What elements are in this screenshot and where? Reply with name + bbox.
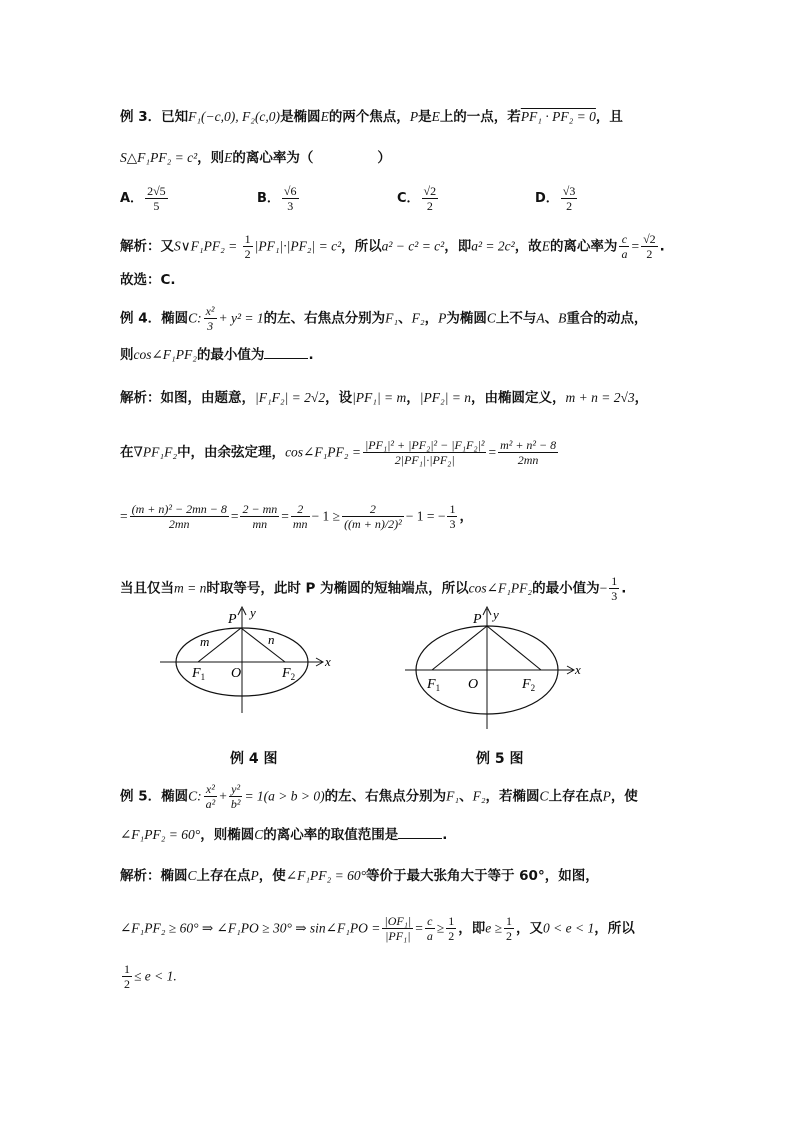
ex5-text: 的左、右焦点分别为 xyxy=(324,788,447,805)
fraction-denominator: 2 xyxy=(124,977,130,991)
fraction-numerator: 2 xyxy=(291,502,310,517)
ex5-text: ，使 xyxy=(258,868,286,884)
ex3-E: E xyxy=(541,238,550,254)
ex4-text: 上不与 xyxy=(495,310,537,327)
ex4-text: ，由椭圆定义， xyxy=(471,390,566,406)
ex5-text: 等价于最大张角大于等于 60°，如图， xyxy=(365,868,599,884)
solution-label: 解析： xyxy=(120,238,161,255)
ex5-text: 椭圆 xyxy=(161,788,189,805)
answer-blank[interactable] xyxy=(264,346,308,359)
label-O: O xyxy=(468,677,479,692)
fraction-denominator: |PF₁| xyxy=(385,929,411,943)
ex3-text: 的离心率为 xyxy=(549,238,618,255)
label-F1 xyxy=(191,666,205,682)
ex3-option-a[interactable] xyxy=(120,184,170,213)
math-expression: ≥ xyxy=(436,920,445,936)
option-fraction xyxy=(282,184,299,213)
fraction-denominator: a xyxy=(621,247,628,261)
fraction-numerator: x² xyxy=(205,304,215,318)
math-fraction xyxy=(641,232,658,261)
ex5-text: 、 xyxy=(459,788,473,805)
fraction-denominator: mn xyxy=(252,517,268,531)
ex5-text: ，使 xyxy=(610,788,638,805)
figure-ex5 xyxy=(405,605,585,731)
label-P: P xyxy=(473,612,482,627)
ex5-text: 上存在点 xyxy=(548,788,603,805)
ex3-label: 例 3． xyxy=(120,109,162,125)
fraction-numerator: √6 xyxy=(283,184,297,198)
ex3-text: 是 xyxy=(418,109,432,125)
fraction-numerator: 1 xyxy=(611,574,618,588)
fraction-numerator: 2 − mn xyxy=(242,502,278,516)
math-P: P xyxy=(602,788,611,804)
ex5-question-line1 xyxy=(120,782,638,811)
math-expression: a² = 2c² xyxy=(471,238,515,254)
ex4-solution-line2 xyxy=(120,438,560,467)
fraction-numerator: √3 xyxy=(562,184,576,198)
ex5-solution-line2 xyxy=(120,914,635,943)
option-letter: A． xyxy=(120,191,144,206)
ex4-question-line2 xyxy=(120,345,314,365)
math-fraction xyxy=(122,962,132,991)
ex4-text: ，设 xyxy=(325,390,353,406)
math-expression: S∨F₁PF₂ = xyxy=(174,238,241,254)
fraction-denominator: 3 xyxy=(207,319,214,333)
math-C: C xyxy=(486,310,496,326)
fraction-numerator: 1 xyxy=(448,914,455,928)
option-fraction xyxy=(422,184,439,213)
ex4-text: 如图，由题意， xyxy=(160,390,255,406)
fraction-denominator: 2mn xyxy=(517,453,539,467)
math-expression: |PF₂| = n xyxy=(419,390,472,405)
ex3-P: P xyxy=(409,109,419,124)
math-expression: ∠F₁PF₂ = 60° xyxy=(120,827,201,842)
ex5-text: 的离心率的取值范围是 xyxy=(263,827,399,843)
option-fraction xyxy=(145,184,168,213)
math-fraction xyxy=(130,502,229,531)
ex3-answer: 故选：C. xyxy=(120,272,176,288)
figure-caption-ex5: 例 5 图 xyxy=(476,751,524,767)
fraction-numerator: 2√5 xyxy=(147,184,166,198)
math-F2: F₂ xyxy=(472,788,486,804)
label-F-sub: 2 xyxy=(530,683,536,693)
label-F-letter: F xyxy=(192,666,201,681)
math-expression: cos∠F₁PF₂ xyxy=(468,580,533,596)
fraction-denominator: 2 xyxy=(244,247,251,261)
fraction-numerator: 1 xyxy=(449,502,456,516)
math-expression: = 1(a > b > 0) xyxy=(244,788,325,804)
math-fraction xyxy=(447,502,457,531)
ex4-text: 、 xyxy=(544,310,559,327)
math-expression: C: xyxy=(188,310,202,326)
ex4-text: 则 xyxy=(120,347,134,363)
ex4-text: 在 xyxy=(120,444,134,461)
ex4-label: 例 4． xyxy=(120,310,162,327)
math-expression: cos∠F₁PF₂ xyxy=(133,347,197,362)
option-letter: C． xyxy=(397,191,420,206)
fraction-denominator: 3 xyxy=(611,589,618,603)
segment-pf1 xyxy=(432,626,487,670)
ex5-text: . xyxy=(442,827,448,843)
math-expression: − xyxy=(599,580,608,596)
label-O: O xyxy=(231,666,242,681)
figure-ex4 xyxy=(160,605,335,715)
math-fraction xyxy=(619,232,629,261)
math-fraction xyxy=(342,502,404,531)
math-expression: |PF₁|·|PF₂| = c² xyxy=(254,238,342,254)
ex3-solution xyxy=(120,232,665,261)
ex4-text: ， xyxy=(424,310,439,327)
label-m: m xyxy=(200,634,210,649)
fraction-numerator: |PF₁|² + |PF₂|² − |F₁F₂|² xyxy=(364,438,485,452)
math-fraction xyxy=(363,438,486,467)
math-expression: |F₁F₂| = 2√2 xyxy=(255,390,326,405)
ex4-text: 的左、右焦点分别为 xyxy=(263,310,386,327)
fraction-numerator: 1 xyxy=(244,232,251,246)
solution-label: 解析： xyxy=(120,390,161,406)
math-expression: = xyxy=(415,920,423,936)
ex3-question-line1 xyxy=(120,107,623,127)
option-fraction xyxy=(561,184,578,213)
fraction-denominator: 3 xyxy=(287,199,294,213)
math-A: A xyxy=(536,310,545,326)
ex3-E: E xyxy=(320,109,329,124)
ex5-label: 例 5． xyxy=(120,788,162,805)
math-expression: = xyxy=(281,508,289,524)
ex3-area-condition: S△F₁PF₂ = c² xyxy=(120,150,198,165)
label-F-letter: F xyxy=(427,677,436,692)
ex4-text: 当且仅当 xyxy=(120,580,174,597)
ex3-text: ，且 xyxy=(595,109,623,125)
math-fraction xyxy=(504,914,514,943)
label-F-sub: 1 xyxy=(435,683,441,693)
ex5-text: 椭圆 xyxy=(160,868,188,884)
ex4-text: 的最小值为 xyxy=(532,580,600,597)
ex3-E: E xyxy=(431,109,440,124)
math-F1: F₁ xyxy=(446,788,460,804)
label-P: P xyxy=(228,612,237,627)
ex4-text: 、 xyxy=(398,310,412,327)
label-F2 xyxy=(281,666,295,682)
segment-pf2 xyxy=(487,626,541,670)
ex5-solution-line3 xyxy=(120,962,177,991)
math-fraction xyxy=(240,502,279,531)
ex4-text: 椭圆 xyxy=(161,310,189,327)
label-F-sub: 1 xyxy=(200,672,206,682)
ex4-text: 中，由余弦定理， xyxy=(177,444,286,461)
label-x: x xyxy=(575,662,581,677)
ex4-text: . xyxy=(308,347,314,363)
math-expression: |PF₁| = m xyxy=(352,390,407,405)
math-expression: = xyxy=(488,444,497,460)
math-expression: a² − c² = c² xyxy=(381,238,445,254)
ex5-text: ，若椭圆 xyxy=(485,788,540,805)
ex3-text: ） xyxy=(377,150,391,166)
ex3-text: ，所以 xyxy=(341,238,382,255)
math-expression: ≤ e < 1. xyxy=(134,968,177,984)
ex3-dot-condition: PF₁ · PF₂ = 0 xyxy=(520,109,596,124)
fraction-denominator: ((m + n)/2)² xyxy=(344,517,402,531)
fraction-numerator: √2 xyxy=(423,184,437,198)
math-C: C xyxy=(187,868,197,883)
fraction-denominator: 2 xyxy=(426,199,433,213)
ex4-text: ， xyxy=(406,390,420,406)
ex3-option-b[interactable] xyxy=(257,184,301,213)
math-fraction xyxy=(291,502,310,531)
ex4-solution-line3 xyxy=(120,502,473,531)
ex4-text: 的最小值为 xyxy=(196,347,265,363)
math-expression: ∇PF₁F₂ xyxy=(133,444,178,460)
ex5-solution-line1 xyxy=(120,866,599,886)
math-expression: 0 < e < 1 xyxy=(543,920,595,936)
fraction-numerator: y² xyxy=(229,782,243,797)
ex5-question-line2 xyxy=(120,825,447,845)
math-F2: F₂ xyxy=(411,310,425,326)
ex4-text: 时取等号，此时 P 为椭圆的短轴端点，所以 xyxy=(206,580,469,597)
ex3-text: 的两个焦点， xyxy=(328,109,410,125)
ex5-text: ，即 xyxy=(458,920,486,937)
ex3-text: 的离心率为（ xyxy=(232,150,314,166)
label-y: y xyxy=(250,605,256,620)
label-F2 xyxy=(521,677,535,693)
label-y: y xyxy=(493,607,499,622)
ex3-option-c[interactable] xyxy=(397,184,440,213)
math-expression: = xyxy=(230,508,239,524)
fraction-numerator: (m + n)² − 2mn − 8 xyxy=(131,502,227,516)
math-P: P xyxy=(438,310,447,326)
label-F1 xyxy=(426,677,440,693)
math-expression: m = n xyxy=(174,580,207,596)
fraction-numerator: m² + n² − 8 xyxy=(500,438,557,452)
option-letter: B． xyxy=(257,191,280,206)
fraction-denominator: 2mn xyxy=(168,517,190,531)
math-fraction xyxy=(204,782,218,811)
ex3-text: 已知 xyxy=(161,109,189,125)
math-fraction xyxy=(498,438,558,467)
math-fraction xyxy=(609,574,619,603)
ex4-text: ， xyxy=(634,390,649,406)
solution-label: 解析： xyxy=(120,868,161,884)
math-P: P xyxy=(250,868,259,883)
fraction-numerator: x² xyxy=(204,782,218,797)
ex5-text: 上存在点 xyxy=(196,868,251,884)
math-expression: cos∠F₁PF₂ = xyxy=(285,444,361,460)
fraction-denominator: mn xyxy=(292,517,308,531)
fraction-denominator: 5 xyxy=(153,199,160,213)
math-expression: = xyxy=(120,508,128,524)
math-fraction xyxy=(243,232,253,261)
math-fraction xyxy=(425,914,435,943)
fraction-denominator: 3 xyxy=(449,517,456,531)
math-expression: ∠F₁PF₂ = 60° xyxy=(285,868,366,883)
fraction-numerator: c xyxy=(619,232,629,247)
math-fraction xyxy=(446,914,456,943)
math-fraction xyxy=(204,304,217,333)
math-fraction xyxy=(382,914,413,943)
label-n: n xyxy=(268,632,275,647)
fraction-denominator: 2 xyxy=(506,929,513,943)
ex4-text: . xyxy=(621,580,627,597)
ex5-text: ，所以 xyxy=(594,920,635,937)
answer-blank[interactable] xyxy=(398,826,442,839)
math-expression: m + n = 2√3 xyxy=(565,390,635,405)
fraction-numerator: 1 xyxy=(124,962,130,976)
math-expression: = xyxy=(631,238,640,254)
label-F-letter: F xyxy=(282,666,291,681)
math-fraction xyxy=(229,782,243,811)
fraction-denominator: a² xyxy=(205,797,216,811)
ex3-text: 上的一点，若 xyxy=(439,109,521,125)
label-F-sub: 2 xyxy=(290,672,296,682)
math-expression: + xyxy=(219,788,227,804)
math-expression: − 1 = − xyxy=(405,508,446,524)
math-B: B xyxy=(558,310,567,326)
option-letter: D． xyxy=(535,191,559,206)
ex3-text: ，故 xyxy=(514,238,542,255)
ex4-question-line1 xyxy=(120,304,647,333)
fraction-denominator: 2 xyxy=(566,199,573,213)
fraction-numerator: c xyxy=(425,914,435,929)
fraction-denominator: 2 xyxy=(646,247,653,261)
figure-caption-ex4: 例 4 图 xyxy=(230,751,278,767)
ex4-text: 重合的动点， xyxy=(566,310,648,327)
ex3-text: ，即 xyxy=(444,238,472,255)
ex4-solution-line1 xyxy=(120,388,648,408)
ex4-text: ， xyxy=(459,508,473,525)
ex3-E: E xyxy=(224,150,233,165)
math-expression: + y² = 1 xyxy=(218,310,264,326)
fraction-denominator: a xyxy=(426,929,433,943)
ex3-question-line2 xyxy=(120,148,391,168)
math-expression: e ≥ xyxy=(485,920,503,936)
ex3-text: ，则 xyxy=(197,150,225,166)
fraction-denominator: 2 xyxy=(448,929,455,943)
label-F-letter: F xyxy=(522,677,531,692)
math-expression: − 1 ≥ xyxy=(311,508,341,524)
fraction-denominator: b² xyxy=(230,797,241,811)
ex5-text: ，则椭圆 xyxy=(200,827,255,843)
ex3-foci: F₁(−c,0), F₂(c,0) xyxy=(188,109,281,124)
math-C: C xyxy=(254,827,264,842)
ex5-text: ，又 xyxy=(516,920,544,937)
ex3-option-d[interactable] xyxy=(535,184,579,213)
fraction-numerator: √2 xyxy=(643,232,656,246)
label-x: x xyxy=(325,654,331,669)
ex3-text: . xyxy=(659,238,665,255)
math-expression: ∠F₁PF₂ ≥ 60° ⇒ ∠F₁PO ≥ 30° ⇒ sin∠F₁PO = xyxy=(120,920,381,936)
ex4-solution-line4 xyxy=(120,574,626,603)
fraction-denominator: 2|PF₁|·|PF₂| xyxy=(394,453,455,467)
math-expression: C: xyxy=(188,788,202,804)
math-F1: F₁ xyxy=(385,310,399,326)
ex3-text: 又 xyxy=(160,238,174,255)
ex4-text: 为椭圆 xyxy=(446,310,487,327)
fraction-numerator: 2 xyxy=(342,502,404,517)
fraction-numerator: |OF₁| xyxy=(384,914,412,928)
math-C: C xyxy=(539,788,549,804)
ex3-text: 是椭圆 xyxy=(280,109,321,125)
fraction-numerator: 1 xyxy=(506,914,513,928)
